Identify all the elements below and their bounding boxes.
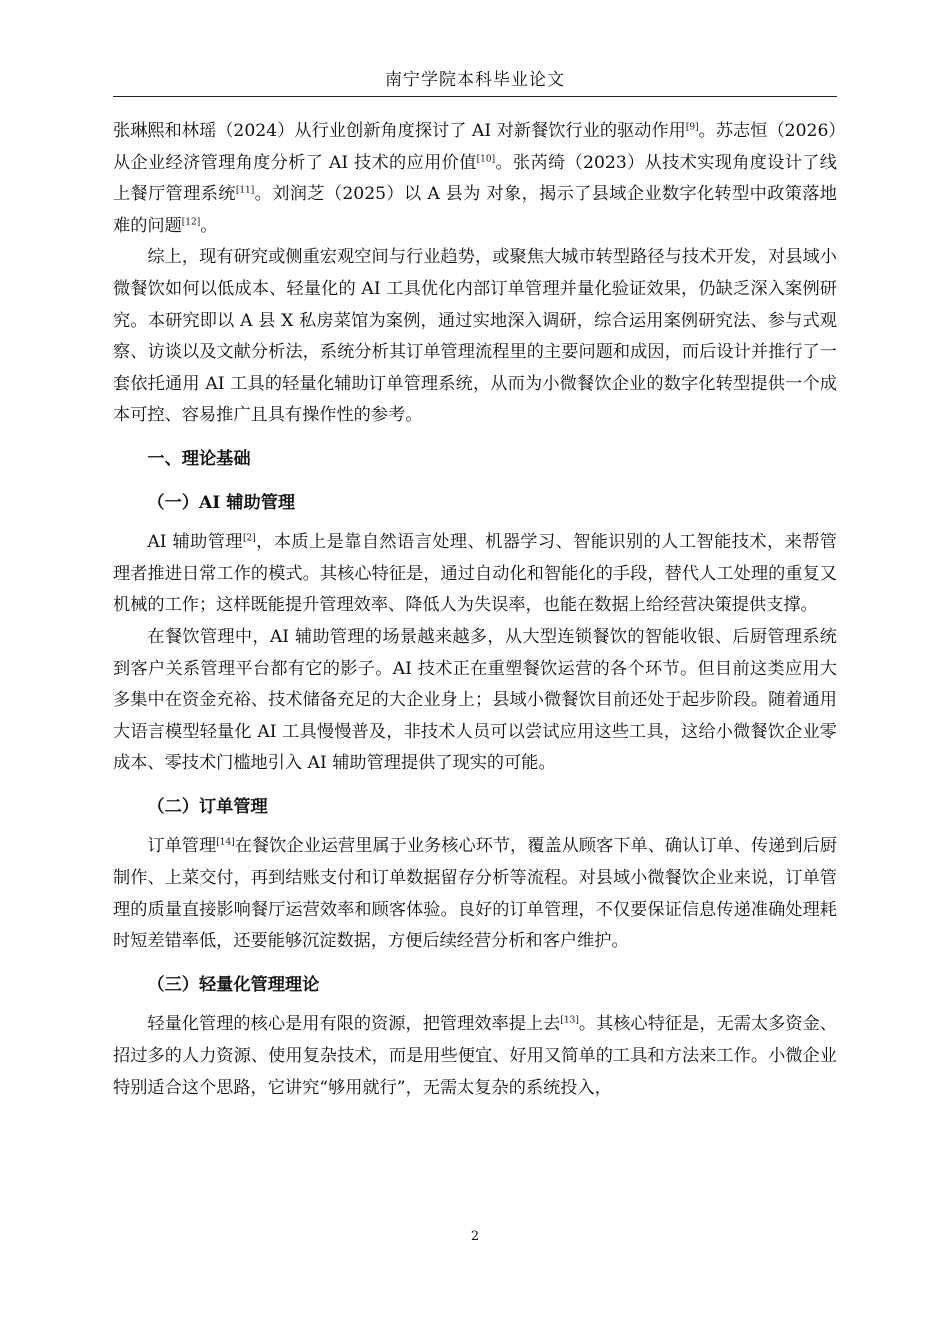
paragraph-ai-catering: 在餐饮管理中，AI 辅助管理的场景越来越多，从大型连锁餐饮的智能收银、后厨管理系统到客户关系管理平台都有它的影子。AI 技术正在重塑餐饮运营的各个环节。但目前这类应用大多集中在资金充裕、技术储备充足的大企业身上；县域小微餐饮目前还处于起步阶段。随着通用大语言模型轻量化 AI 工具慢慢普及，非技术人员可以尝试应用这些工具，这给小微餐饮企业零成本、零技术门槛地引入 AI 辅助管理提供了现实的可能。 (113, 626, 837, 774)
paragraph-summary: 综上，现有研究或侧重宏观空间与行业趋势，或聚焦大城市转型路径与技术开发，对县域小微餐饮如何以低成本、轻量化的 AI 工具优化内部订单管理并量化验证效果，仍缺乏深入案例研究。本研究即以 A 县 X 私房菜馆为案例，通过实地深入调研，综合运用案例研究法、参与式观察、访谈以及文献分析法，系统分析其订单管理流程里的主要问题和成因，而后设计并推行了一套依托通用 AI 工具的轻量化辅助订单管理系统，从而为小微餐饮企业的数字化转型提供一个成本可控、容易推广且具有操作性的参考。 (113, 247, 837, 426)
running-header: 南宁学院本科毕业论文 (385, 70, 565, 90)
citation: [2] (242, 533, 256, 544)
citation: [11] (235, 185, 255, 196)
citation: [12] (181, 217, 201, 228)
body-text (113, 116, 837, 1104)
subsection-heading-lightweight: （三）轻量化管理理论 (147, 974, 320, 995)
paragraph-lightweight: 轻量化管理的核心是用有限的资源，把管理效率提上去[13]。其核心特征是，无需太多资金、招过多的人力资源、使用复杂技术，而是用些便宜、好用又简单的工具和方法来工作。小微企业特别适合这个思路，它讲究“够用就行”，无需太复杂的系统投入， (113, 1014, 837, 1098)
citation: [14] (216, 837, 235, 848)
page-number: 2 (470, 1229, 480, 1244)
paragraph-order-management: 订单管理[14]在餐饮企业运营里属于业务核心环节，覆盖从顾客下单、确认订单、传递到后厨制作、上菜交付，再到结账支付和订单数据留存分析等流程。对县域小微餐饮企业来说，订单管理的质量直接影响餐厅运营效率和顾客体验。良好的订单管理，不仅要保证信息传递准确处理耗时短差错率低，还要能够沉淀数据，方便后续经营分析和客户维护。 (113, 836, 837, 952)
subsection-heading-order-management: （二）订单管理 (147, 796, 268, 817)
section-heading-theory: 一、理论基础 (147, 448, 251, 469)
citation: [9] (685, 122, 699, 133)
paragraph-ai-definition: AI 辅助管理[2]，本质上是靠自然语言处理、机器学习、智能识别的人工智能技术，来帮管理者推进日常工作的模式。其核心特征是，通过自动化和智能化的手段，替代人工处理的重复又机械的工作；这样既能提升管理效率、降低人为失误率，也能在数据上给经营决策提供支撑。 (113, 532, 837, 616)
paragraph-literature-review: 张琳熙和林瑶（2024）从行业创新角度探讨了 AI 对新餐饮行业的驱动作用[9]。苏志恒（2026）从企业经济管理角度分析了 AI 技术的应用价值[10]。张芮绮（2023）从技术实现角度设计了线上餐厅管理系统[11]。刘润芝（2025）以 A 县为 对象，揭示了县域企业数字化转型中政策落地难的问题[12]。 (113, 121, 837, 236)
subsection-heading-ai-management: （一）AI 辅助管理 (147, 492, 296, 513)
citation: [10] (476, 153, 496, 164)
header-rule (113, 96, 837, 97)
citation: [13] (560, 1015, 579, 1026)
